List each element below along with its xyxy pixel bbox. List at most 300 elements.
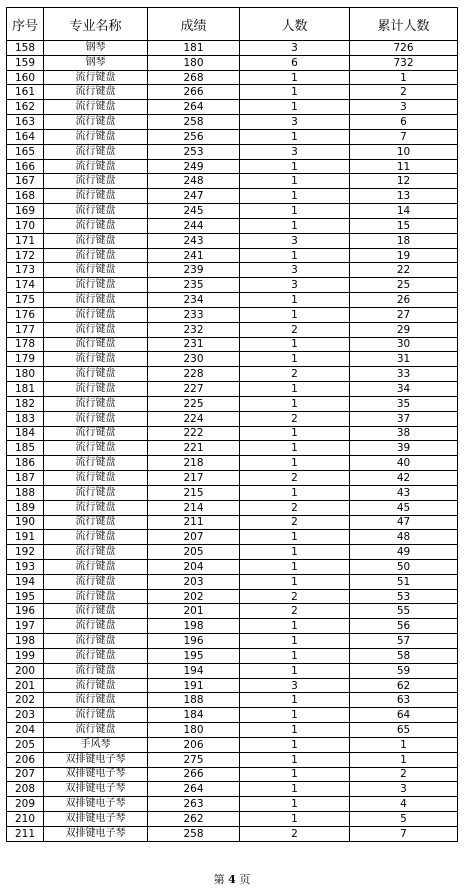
cell-major: 流行键盘 xyxy=(44,574,148,589)
cell-score: 184 xyxy=(148,708,240,723)
cell-major: 流行键盘 xyxy=(44,500,148,515)
cell-cumulative: 19 xyxy=(350,248,458,263)
cell-score: 256 xyxy=(148,129,240,144)
cell-count: 1 xyxy=(240,782,350,797)
cell-cumulative: 50 xyxy=(350,559,458,574)
table-row xyxy=(7,322,458,337)
table-row xyxy=(7,70,458,85)
cell-count: 1 xyxy=(240,159,350,174)
cell-score: 205 xyxy=(148,545,240,560)
cell-cumulative: 3 xyxy=(350,100,458,115)
cell-score: 202 xyxy=(148,589,240,604)
cell-major: 流行键盘 xyxy=(44,115,148,130)
cell-major: 流行键盘 xyxy=(44,129,148,144)
cell-serial: 173 xyxy=(7,263,44,278)
cell-score: 215 xyxy=(148,485,240,500)
table-row xyxy=(7,144,458,159)
cell-score: 233 xyxy=(148,307,240,322)
cell-serial: 163 xyxy=(7,115,44,130)
cell-serial: 162 xyxy=(7,100,44,115)
cell-serial: 203 xyxy=(7,708,44,723)
table-row xyxy=(7,604,458,619)
cell-serial: 209 xyxy=(7,797,44,812)
table-row xyxy=(7,678,458,693)
score-table xyxy=(6,7,458,842)
cell-score: 225 xyxy=(148,396,240,411)
cell-cumulative: 29 xyxy=(350,322,458,337)
cell-major: 双排键电子琴 xyxy=(44,812,148,827)
cell-serial: 200 xyxy=(7,663,44,678)
cell-serial: 174 xyxy=(7,278,44,293)
cell-cumulative: 58 xyxy=(350,648,458,663)
cell-score: 247 xyxy=(148,189,240,204)
cell-serial: 210 xyxy=(7,812,44,827)
cell-major: 流行键盘 xyxy=(44,337,148,352)
cell-score: 214 xyxy=(148,500,240,515)
cell-score: 181 xyxy=(148,41,240,56)
cell-cumulative: 45 xyxy=(350,500,458,515)
cell-cumulative: 39 xyxy=(350,441,458,456)
cell-cumulative: 2 xyxy=(350,767,458,782)
cell-major: 流行键盘 xyxy=(44,723,148,738)
cell-score: 266 xyxy=(148,767,240,782)
table-row xyxy=(7,485,458,500)
cell-score: 222 xyxy=(148,426,240,441)
cell-serial: 171 xyxy=(7,233,44,248)
cell-major: 双排键电子琴 xyxy=(44,782,148,797)
table-row xyxy=(7,382,458,397)
cell-cumulative: 49 xyxy=(350,545,458,560)
cell-cumulative: 10 xyxy=(350,144,458,159)
cell-cumulative: 2 xyxy=(350,85,458,100)
table-row xyxy=(7,797,458,812)
cell-cumulative: 27 xyxy=(350,307,458,322)
cell-major: 双排键电子琴 xyxy=(44,767,148,782)
table-row xyxy=(7,411,458,426)
cell-count: 1 xyxy=(240,204,350,219)
table-row xyxy=(7,752,458,767)
table-row xyxy=(7,159,458,174)
cell-major: 流行键盘 xyxy=(44,382,148,397)
cell-cumulative: 26 xyxy=(350,293,458,308)
cell-count: 1 xyxy=(240,248,350,263)
cell-serial: 167 xyxy=(7,174,44,189)
cell-serial: 202 xyxy=(7,693,44,708)
cell-serial: 177 xyxy=(7,322,44,337)
cell-score: 258 xyxy=(148,826,240,841)
cell-score: 188 xyxy=(148,693,240,708)
table-row xyxy=(7,767,458,782)
cell-serial: 168 xyxy=(7,189,44,204)
table-row xyxy=(7,204,458,219)
table-row xyxy=(7,545,458,560)
cell-cumulative: 15 xyxy=(350,218,458,233)
cell-count: 1 xyxy=(240,812,350,827)
cell-score: 231 xyxy=(148,337,240,352)
cell-serial: 164 xyxy=(7,129,44,144)
cell-count: 3 xyxy=(240,678,350,693)
cell-cumulative: 53 xyxy=(350,589,458,604)
cell-count: 2 xyxy=(240,367,350,382)
cell-major: 流行键盘 xyxy=(44,278,148,293)
cell-serial: 169 xyxy=(7,204,44,219)
table-row xyxy=(7,352,458,367)
cell-count: 1 xyxy=(240,574,350,589)
cell-score: 235 xyxy=(148,278,240,293)
table-row xyxy=(7,530,458,545)
cell-count: 3 xyxy=(240,278,350,293)
cell-cumulative: 13 xyxy=(350,189,458,204)
cell-serial: 191 xyxy=(7,530,44,545)
table-row xyxy=(7,337,458,352)
cell-count: 1 xyxy=(240,352,350,367)
cell-cumulative: 14 xyxy=(350,204,458,219)
cell-serial: 196 xyxy=(7,604,44,619)
cell-major: 流行键盘 xyxy=(44,352,148,367)
cell-serial: 180 xyxy=(7,367,44,382)
cell-count: 2 xyxy=(240,411,350,426)
cell-score: 206 xyxy=(148,737,240,752)
cell-major: 流行键盘 xyxy=(44,367,148,382)
cell-score: 207 xyxy=(148,530,240,545)
cell-score: 275 xyxy=(148,752,240,767)
table-row xyxy=(7,100,458,115)
cell-major: 流行键盘 xyxy=(44,233,148,248)
cell-count: 1 xyxy=(240,189,350,204)
cell-major: 流行键盘 xyxy=(44,307,148,322)
cell-score: 266 xyxy=(148,85,240,100)
cell-serial: 205 xyxy=(7,737,44,752)
cell-major: 流行键盘 xyxy=(44,189,148,204)
cell-cumulative: 56 xyxy=(350,619,458,634)
cell-major: 流行键盘 xyxy=(44,619,148,634)
cell-serial: 172 xyxy=(7,248,44,263)
cell-score: 264 xyxy=(148,100,240,115)
cell-cumulative: 43 xyxy=(350,485,458,500)
cell-major: 手风琴 xyxy=(44,737,148,752)
cell-major: 流行键盘 xyxy=(44,634,148,649)
cell-count: 2 xyxy=(240,471,350,486)
cell-major: 流行键盘 xyxy=(44,70,148,85)
cell-count: 1 xyxy=(240,174,350,189)
cell-cumulative: 12 xyxy=(350,174,458,189)
cell-count: 2 xyxy=(240,826,350,841)
cell-major: 流行键盘 xyxy=(44,515,148,530)
cell-major: 流行键盘 xyxy=(44,174,148,189)
cell-count: 1 xyxy=(240,307,350,322)
cell-count: 1 xyxy=(240,218,350,233)
cell-cumulative: 3 xyxy=(350,782,458,797)
cell-score: 234 xyxy=(148,293,240,308)
cell-major: 流行键盘 xyxy=(44,693,148,708)
cell-cumulative: 33 xyxy=(350,367,458,382)
cell-cumulative: 40 xyxy=(350,456,458,471)
cell-count: 1 xyxy=(240,619,350,634)
cell-score: 195 xyxy=(148,648,240,663)
cell-serial: 204 xyxy=(7,723,44,738)
cell-count: 1 xyxy=(240,708,350,723)
table-row xyxy=(7,500,458,515)
cell-count: 1 xyxy=(240,70,350,85)
table-row xyxy=(7,233,458,248)
cell-cumulative: 5 xyxy=(350,812,458,827)
cell-score: 249 xyxy=(148,159,240,174)
cell-major: 流行键盘 xyxy=(44,559,148,574)
cell-major: 流行键盘 xyxy=(44,485,148,500)
cell-cumulative: 55 xyxy=(350,604,458,619)
cell-cumulative: 1 xyxy=(350,752,458,767)
cell-cumulative: 6 xyxy=(350,115,458,130)
cell-serial: 186 xyxy=(7,456,44,471)
cell-count: 1 xyxy=(240,752,350,767)
table-row xyxy=(7,396,458,411)
cell-major: 流行键盘 xyxy=(44,530,148,545)
cell-major: 流行键盘 xyxy=(44,663,148,678)
header-serial: 序号 xyxy=(7,8,44,41)
cell-score: 211 xyxy=(148,515,240,530)
table-row xyxy=(7,129,458,144)
cell-serial: 195 xyxy=(7,589,44,604)
cell-serial: 201 xyxy=(7,678,44,693)
cell-score: 262 xyxy=(148,812,240,827)
cell-cumulative: 37 xyxy=(350,411,458,426)
cell-score: 248 xyxy=(148,174,240,189)
cell-count: 2 xyxy=(240,500,350,515)
table-row xyxy=(7,174,458,189)
cell-count: 1 xyxy=(240,441,350,456)
cell-major: 流行键盘 xyxy=(44,589,148,604)
cell-cumulative: 51 xyxy=(350,574,458,589)
cell-score: 244 xyxy=(148,218,240,233)
cell-count: 2 xyxy=(240,604,350,619)
cell-serial: 166 xyxy=(7,159,44,174)
cell-score: 217 xyxy=(148,471,240,486)
cell-serial: 176 xyxy=(7,307,44,322)
cell-serial: 206 xyxy=(7,752,44,767)
cell-count: 2 xyxy=(240,515,350,530)
table-row xyxy=(7,812,458,827)
cell-count: 3 xyxy=(240,233,350,248)
cell-major: 流行键盘 xyxy=(44,678,148,693)
cell-score: 227 xyxy=(148,382,240,397)
table-body xyxy=(7,41,458,842)
cell-serial: 183 xyxy=(7,411,44,426)
cell-cumulative: 57 xyxy=(350,634,458,649)
cell-score: 241 xyxy=(148,248,240,263)
cell-score: 203 xyxy=(148,574,240,589)
cell-cumulative: 1 xyxy=(350,70,458,85)
table-row xyxy=(7,85,458,100)
cell-count: 1 xyxy=(240,337,350,352)
cell-serial: 161 xyxy=(7,85,44,100)
cell-score: 268 xyxy=(148,70,240,85)
cell-serial: 208 xyxy=(7,782,44,797)
cell-score: 230 xyxy=(148,352,240,367)
cell-count: 1 xyxy=(240,723,350,738)
cell-count: 1 xyxy=(240,559,350,574)
cell-major: 流行键盘 xyxy=(44,441,148,456)
table-row xyxy=(7,41,458,56)
cell-serial: 192 xyxy=(7,545,44,560)
cell-count: 3 xyxy=(240,263,350,278)
cell-cumulative: 59 xyxy=(350,663,458,678)
cell-serial: 199 xyxy=(7,648,44,663)
table-row xyxy=(7,189,458,204)
page-number: 4 xyxy=(228,873,236,886)
cell-cumulative: 1 xyxy=(350,737,458,752)
cell-cumulative: 48 xyxy=(350,530,458,545)
table-row xyxy=(7,663,458,678)
cell-count: 1 xyxy=(240,100,350,115)
cell-score: 221 xyxy=(148,441,240,456)
table-row xyxy=(7,708,458,723)
cell-major: 钢琴 xyxy=(44,41,148,56)
cell-major: 流行键盘 xyxy=(44,396,148,411)
cell-score: 245 xyxy=(148,204,240,219)
cell-count: 1 xyxy=(240,530,350,545)
cell-cumulative: 35 xyxy=(350,396,458,411)
table-row xyxy=(7,471,458,486)
table-header-row xyxy=(7,8,458,41)
header-major: 专业名称 xyxy=(44,8,148,41)
cell-major: 流行键盘 xyxy=(44,293,148,308)
cell-major: 双排键电子琴 xyxy=(44,826,148,841)
cell-score: 180 xyxy=(148,55,240,70)
cell-count: 1 xyxy=(240,663,350,678)
cell-major: 流行键盘 xyxy=(44,471,148,486)
table-row xyxy=(7,307,458,322)
table-row xyxy=(7,826,458,841)
table-row xyxy=(7,648,458,663)
cell-major: 流行键盘 xyxy=(44,708,148,723)
cell-serial: 179 xyxy=(7,352,44,367)
cell-serial: 158 xyxy=(7,41,44,56)
cell-serial: 165 xyxy=(7,144,44,159)
cell-count: 1 xyxy=(240,456,350,471)
table-row xyxy=(7,634,458,649)
header-score: 成绩 xyxy=(148,8,240,41)
table-row xyxy=(7,263,458,278)
cell-cumulative: 34 xyxy=(350,382,458,397)
cell-serial: 193 xyxy=(7,559,44,574)
cell-cumulative: 7 xyxy=(350,826,458,841)
cell-cumulative: 30 xyxy=(350,337,458,352)
cell-serial: 178 xyxy=(7,337,44,352)
cell-serial: 197 xyxy=(7,619,44,634)
cell-cumulative: 18 xyxy=(350,233,458,248)
table-row xyxy=(7,589,458,604)
cell-major: 流行键盘 xyxy=(44,204,148,219)
cell-serial: 184 xyxy=(7,426,44,441)
table-row xyxy=(7,619,458,634)
cell-cumulative: 25 xyxy=(350,278,458,293)
cell-serial: 170 xyxy=(7,218,44,233)
cell-count: 1 xyxy=(240,545,350,560)
cell-score: 218 xyxy=(148,456,240,471)
cell-count: 2 xyxy=(240,589,350,604)
cell-cumulative: 63 xyxy=(350,693,458,708)
cell-cumulative: 4 xyxy=(350,797,458,812)
cell-count: 1 xyxy=(240,85,350,100)
cell-serial: 181 xyxy=(7,382,44,397)
cell-cumulative: 31 xyxy=(350,352,458,367)
table-row xyxy=(7,55,458,70)
cell-cumulative: 732 xyxy=(350,55,458,70)
cell-score: 196 xyxy=(148,634,240,649)
cell-serial: 182 xyxy=(7,396,44,411)
cell-count: 3 xyxy=(240,144,350,159)
cell-count: 1 xyxy=(240,693,350,708)
cell-serial: 160 xyxy=(7,70,44,85)
cell-cumulative: 38 xyxy=(350,426,458,441)
cell-major: 流行键盘 xyxy=(44,85,148,100)
cell-score: 228 xyxy=(148,367,240,382)
page-prefix: 第 xyxy=(213,873,225,886)
cell-count: 1 xyxy=(240,634,350,649)
cell-count: 3 xyxy=(240,115,350,130)
cell-serial: 198 xyxy=(7,634,44,649)
cell-score: 253 xyxy=(148,144,240,159)
cell-major: 双排键电子琴 xyxy=(44,752,148,767)
table-row xyxy=(7,515,458,530)
table-row xyxy=(7,782,458,797)
cell-serial: 211 xyxy=(7,826,44,841)
table-row xyxy=(7,723,458,738)
cell-count: 1 xyxy=(240,396,350,411)
cell-serial: 194 xyxy=(7,574,44,589)
table-row xyxy=(7,426,458,441)
table-row xyxy=(7,441,458,456)
cell-serial: 188 xyxy=(7,485,44,500)
cell-count: 1 xyxy=(240,648,350,663)
cell-score: 201 xyxy=(148,604,240,619)
cell-serial: 187 xyxy=(7,471,44,486)
cell-major: 流行键盘 xyxy=(44,545,148,560)
cell-major: 双排键电子琴 xyxy=(44,797,148,812)
cell-cumulative: 7 xyxy=(350,129,458,144)
table-row xyxy=(7,293,458,308)
cell-major: 流行键盘 xyxy=(44,456,148,471)
cell-serial: 190 xyxy=(7,515,44,530)
page-suffix: 页 xyxy=(239,873,251,886)
table-row xyxy=(7,574,458,589)
cell-major: 流行键盘 xyxy=(44,218,148,233)
cell-score: 224 xyxy=(148,411,240,426)
cell-cumulative: 726 xyxy=(350,41,458,56)
cell-score: 263 xyxy=(148,797,240,812)
cell-count: 6 xyxy=(240,55,350,70)
cell-cumulative: 65 xyxy=(350,723,458,738)
table-row xyxy=(7,278,458,293)
table-row xyxy=(7,367,458,382)
cell-count: 1 xyxy=(240,129,350,144)
cell-cumulative: 47 xyxy=(350,515,458,530)
cell-score: 180 xyxy=(148,723,240,738)
header-cumulative: 累计人数 xyxy=(350,8,458,41)
header-count: 人数 xyxy=(240,8,350,41)
cell-major: 流行键盘 xyxy=(44,411,148,426)
cell-cumulative: 11 xyxy=(350,159,458,174)
table-row xyxy=(7,737,458,752)
table-row xyxy=(7,559,458,574)
table-row xyxy=(7,218,458,233)
cell-serial: 159 xyxy=(7,55,44,70)
cell-major: 钢琴 xyxy=(44,55,148,70)
cell-count: 2 xyxy=(240,322,350,337)
cell-count: 1 xyxy=(240,797,350,812)
cell-major: 流行键盘 xyxy=(44,604,148,619)
cell-score: 204 xyxy=(148,559,240,574)
